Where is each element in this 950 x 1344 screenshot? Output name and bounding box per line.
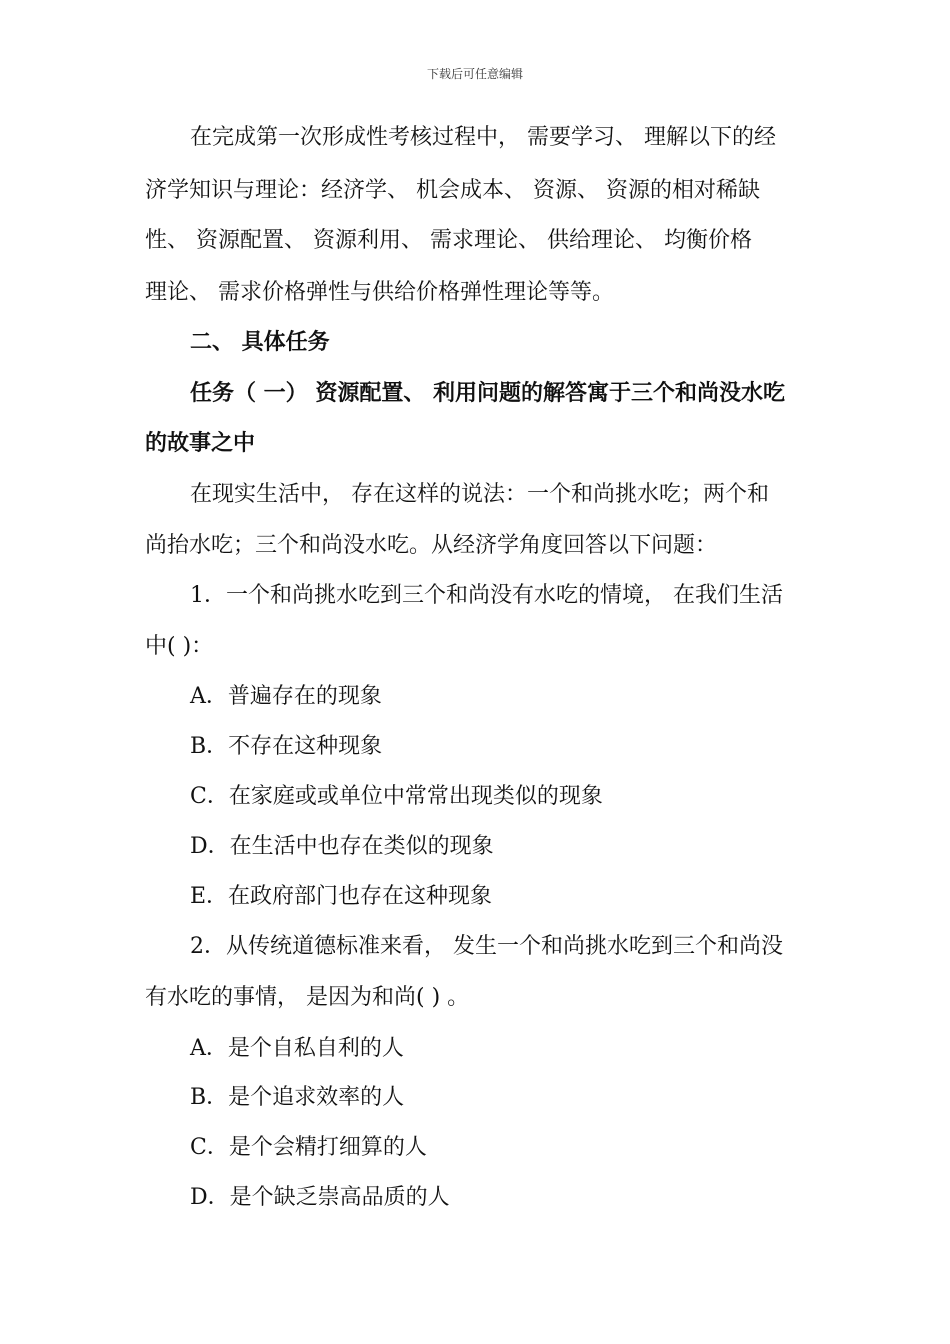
question-2-option-c: C．是个会精打细算的人 (190, 1135, 427, 1160)
question-1-option-c: C．在家庭或或单位中常常出现类似的现象 (190, 784, 603, 809)
task-title: 的故事之中 (145, 430, 256, 456)
intro-line: 济学知识与理论：经济学、 机会成本、 资源、 资源的相对稀缺 (145, 178, 760, 203)
section-heading: 二、 具体任务 (190, 329, 330, 355)
intro-line: 在完成第一次形成性考核过程中， 需要学习、 理解以下的经 (190, 125, 776, 150)
question-1-stem: 1．一个和尚挑水吃到三个和尚没有水吃的情境， 在我们生活 (190, 583, 783, 608)
question-1-option-b: B．不存在这种现象 (190, 734, 383, 759)
question-2-stem: 2．从传统道德标准来看， 发生一个和尚挑水吃到三个和尚没 (190, 934, 783, 959)
question-2-stem: 有水吃的事情， 是因为和尚( ) 。 (145, 985, 470, 1010)
intro-line: 理论、 需求价格弹性与供给价格弹性理论等等。 (145, 280, 614, 305)
intro-line: 性、 资源配置、 资源利用、 需求理论、 供给理论、 均衡价格 (145, 228, 752, 253)
question-2-option-b: B．是个追求效率的人 (190, 1085, 405, 1110)
context-line: 尚抬水吃；三个和尚没水吃。从经济学角度回答以下问题： (145, 533, 718, 558)
task-title: 任务（ 一） 资源配置、 利用问题的解答寓于三个和尚没水吃 (190, 380, 785, 406)
context-line: 在现实生活中， 存在这样的说法：一个和尚挑水吃；两个和 (190, 482, 769, 507)
question-2-option-a: A．是个自私自利的人 (190, 1036, 404, 1061)
question-1-option-e: E．在政府部门也存在这种现象 (190, 884, 493, 909)
question-1-stem: 中( )： (145, 634, 214, 659)
page-header: 下载后可任意编辑 (426, 67, 523, 81)
question-1-option-d: D．在生活中也存在类似的现象 (190, 834, 494, 859)
question-2-option-d: D．是个缺乏崇高品质的人 (190, 1185, 450, 1210)
question-1-option-a: A．普遍存在的现象 (190, 684, 382, 709)
